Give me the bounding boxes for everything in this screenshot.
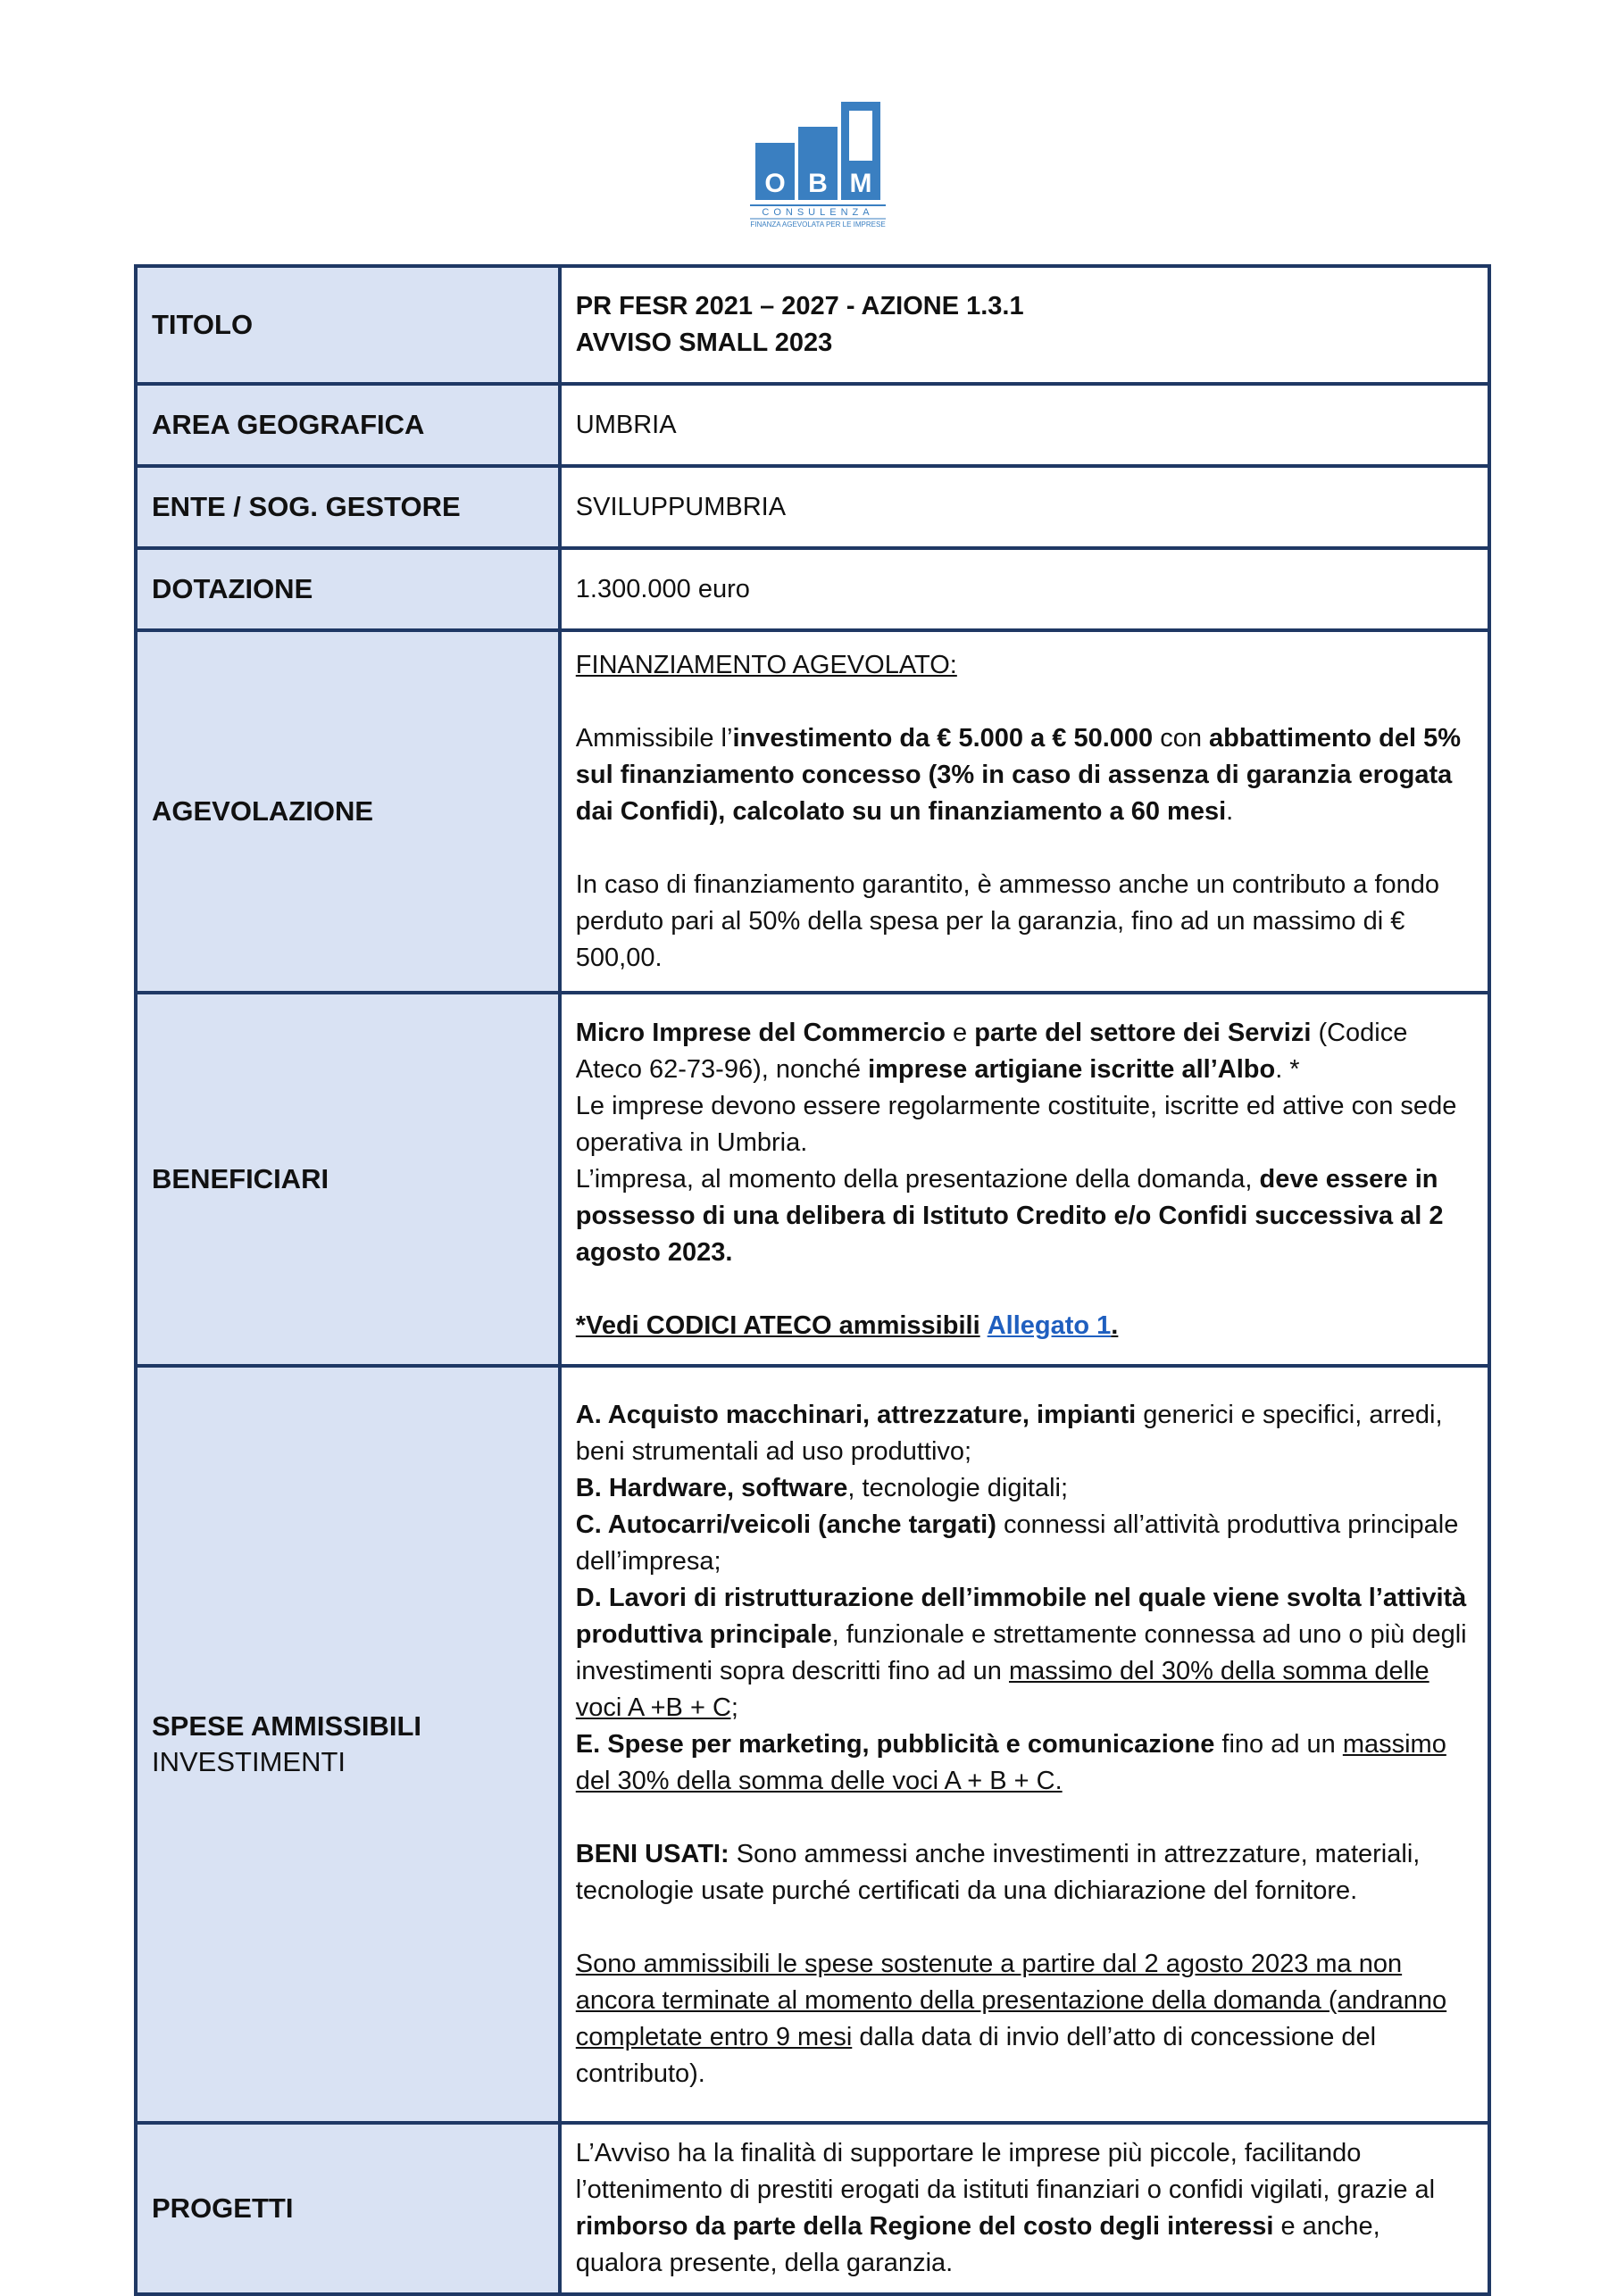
- beneficiari-paragraph-1: Micro Imprese del Commercio e parte del settore dei Servizi (Codice Ateco 62-73-96), nonché imprese artigiane iscritte all’Albo. *: [575, 1018, 1408, 1084]
- row-label-cell: [136, 466, 560, 548]
- row-label-cell: [136, 384, 560, 466]
- row-label: TITOLO: [152, 309, 254, 340]
- logo-letter-b: B: [808, 169, 828, 198]
- row-value-cell: [560, 2123, 1489, 2294]
- logo-bar-3-window: [849, 111, 872, 161]
- row-label: PROGETTI: [152, 2192, 294, 2224]
- logo-tagline-2: FINANZA AGEVOLATA PER LE IMPRESE: [750, 220, 886, 229]
- row-value-cell: [560, 266, 1489, 384]
- dotazione-value: 1.300.000 euro: [575, 574, 750, 603]
- row-value-cell: [560, 548, 1489, 630]
- row-label: AREA GEOGRAFICA: [152, 409, 425, 440]
- row-value-cell: [560, 384, 1489, 466]
- beneficiari-paragraph-3: L’impresa, al momento della presentazione della domanda, deve essere in possesso di una delibera di Istituto Credito e/o Confidi successiva al 2 agosto 2023.: [575, 1164, 1444, 1267]
- obm-logo: [730, 96, 895, 229]
- progetti-paragraph: L’Avviso ha la finalità di supportare le imprese più piccole, facilitando l’ottenimento di prestiti erogati da istituti finanziari o confidi vigilati, grazie al rimborso da parte della Regione del costo degli interessi e anche, qualora presente, della garanzia.: [575, 2139, 1436, 2277]
- row-label-cell: [136, 266, 560, 384]
- table-row-agevolazione: [136, 630, 1489, 993]
- spesa-item-e: E. Spese per marketing, pubblicità e comunicazione fino ad un massimo del 30% della somma delle voci A + B + C.: [575, 1729, 1446, 1795]
- table-row-area-geografica: [136, 384, 1489, 466]
- table-row-ente-gestore: [136, 466, 1489, 548]
- spesa-item-b: B. Hardware, software, tecnologie digitali;: [575, 1473, 1069, 1502]
- beni-usati-paragraph: BENI USATI: Sono ammessi anche investimenti in attrezzature, materiali, tecnologie usate purché certificati da una dichiarazione del fornitore.: [575, 1839, 1421, 1905]
- logo-tagline-1: CONSULENZA: [762, 207, 874, 218]
- row-value-cell: [560, 630, 1489, 993]
- title-line-2: AVVISO SMALL 2023: [575, 329, 833, 357]
- timing-paragraph: Sono ammissibili le spese sostenute a partire dal 2 agosto 2023 ma non ancora terminate al momento della presentazione della domanda (andranno completate entro 9 mesi dalla data di invio dell’atto di concessione del contributo).: [575, 1949, 1447, 2088]
- row-label: ENTE / SOG. GESTORE: [152, 491, 461, 522]
- logo-letter-m: M: [849, 169, 872, 198]
- row-label: DOTAZIONE: [152, 573, 313, 604]
- row-sublabel: INVESTIMENTI: [152, 1746, 346, 1777]
- row-value-cell: [560, 1366, 1489, 2123]
- agevolazione-heading: FINANZIAMENTO AGEVOLATO:: [575, 650, 957, 679]
- grant-summary-table: [134, 264, 1491, 2296]
- spesa-item-a: A. Acquisto macchinari, attrezzature, impianti generici e specifici, arredi, beni strumentali ad uso produttivo;: [575, 1400, 1443, 1466]
- agevolazione-paragraph-2: In caso di finanziamento garantito, è ammesso anche un contributo a fondo perduto pari al 50% della spesa per la garanzia, fino ad un massimo di € 500,00.: [575, 869, 1440, 972]
- row-label-cell: [136, 2123, 560, 2294]
- title-line-1: PR FESR 2021 – 2027 - AZIONE 1.3.1: [575, 292, 1024, 320]
- row-label: AGEVOLAZIONE: [152, 795, 374, 827]
- table-row-titolo: [136, 266, 1489, 384]
- table-row-spese-ammissibili: [136, 1366, 1489, 2123]
- table-row-progetti: [136, 2123, 1489, 2294]
- allegato-1-link[interactable]: Allegato 1: [987, 1310, 1112, 1340]
- spesa-item-c: C. Autocarri/veicoli (anche targati) connessi all’attività produttiva principale dell’impresa;: [575, 1510, 1459, 1576]
- row-value-cell: [560, 993, 1489, 1366]
- obm-logo-graphic: [730, 96, 895, 229]
- ente-value: SVILUPPUMBRIA: [575, 492, 787, 521]
- spesa-item-d: D. Lavori di ristrutturazione dell’immobile nel quale viene svolta l’attività produttiva principale, funzionale e strettamente connessa ad uno o più degli investimenti sopra descritti fino ad un massimo del 30% della somma delle voci A +B + C;: [575, 1583, 1467, 1722]
- row-label: BENEFICIARI: [152, 1163, 329, 1194]
- row-label: SPESE AMMISSIBILI: [152, 1710, 422, 1742]
- table-row-beneficiari: [136, 993, 1489, 1366]
- row-label-cell: [136, 1366, 560, 2123]
- row-label-cell: [136, 630, 560, 993]
- agevolazione-paragraph-1: Ammissibile l’investimento da € 5.000 a € 50.000 con abbattimento del 5% sul finanziamento concesso (3% in caso di assenza di garanzia erogata dai Confidi), calcolato su un finanziamento a 60 mesi.: [575, 723, 1462, 826]
- table-row-dotazione: [136, 548, 1489, 630]
- beneficiari-paragraph-2: Le imprese devono essere regolarmente costituite, iscritte ed attive con sede operativa in Umbria.: [575, 1091, 1457, 1157]
- row-label-cell: [136, 548, 560, 630]
- row-value-cell: [560, 466, 1489, 548]
- area-value: UMBRIA: [575, 410, 677, 439]
- row-label-cell: [136, 993, 560, 1366]
- logo-letter-o: O: [764, 169, 786, 198]
- ateco-note: *Vedi CODICI ATECO ammissibili Allegato 1.: [575, 1310, 1119, 1340]
